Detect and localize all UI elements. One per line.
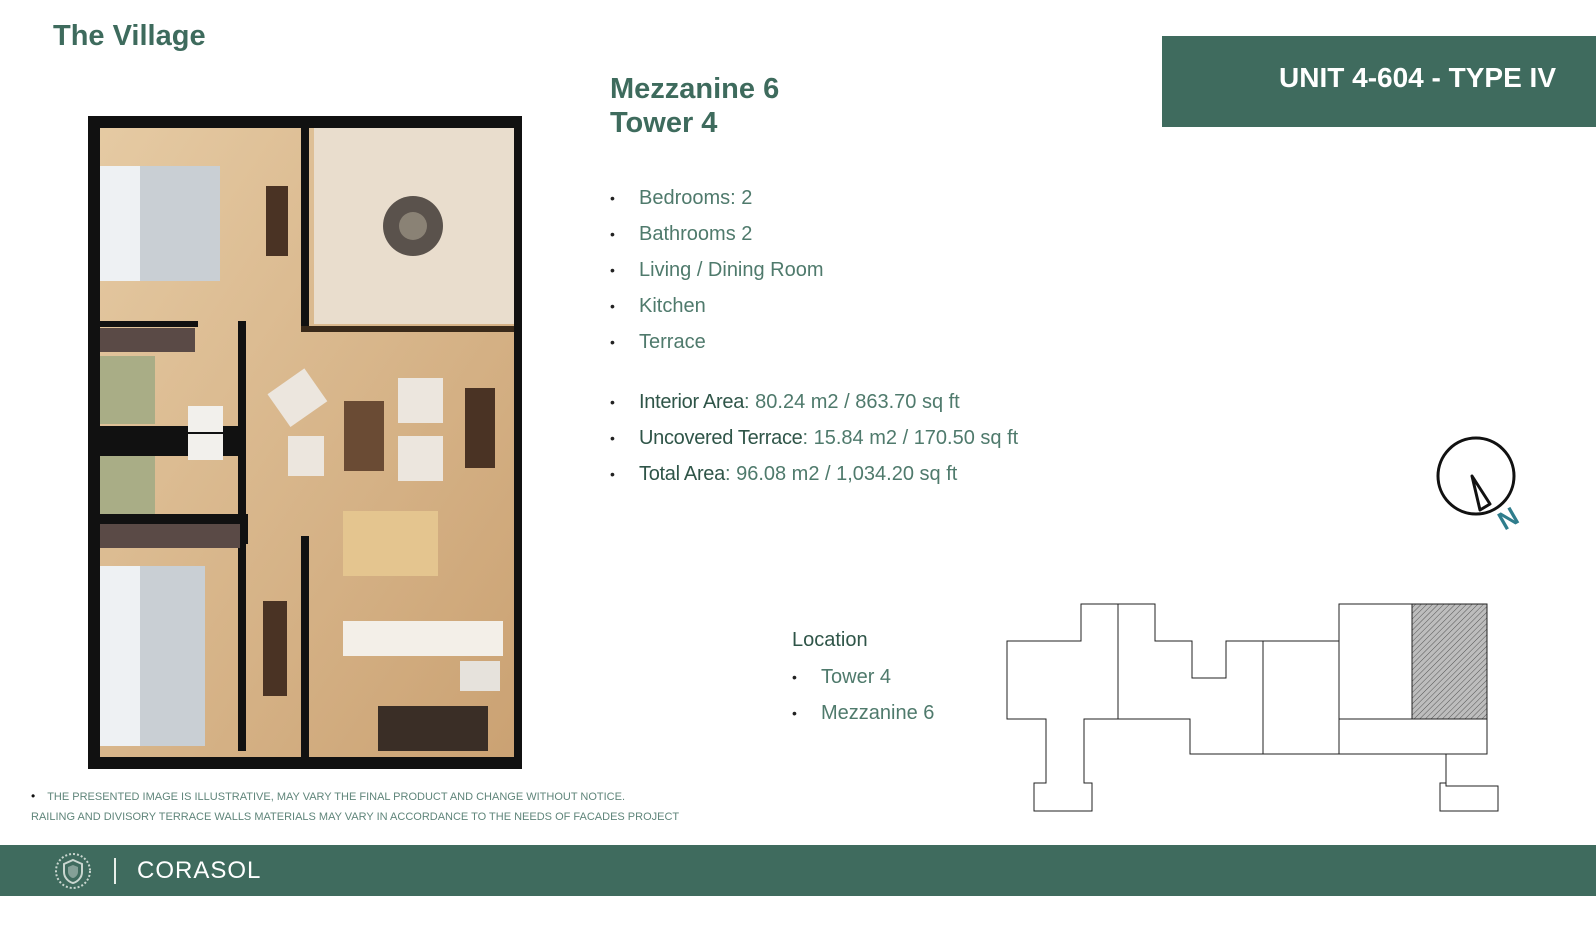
list-item: • Kitchen [610,288,824,324]
project-title: The Village [53,20,206,52]
floor-plan-image [88,116,522,769]
list-item: • Bedrooms: 2 [610,180,824,216]
feature-list [610,180,824,360]
footer-divider [114,858,116,884]
list-item: • Tower 4 [792,659,934,695]
area-label: Uncovered Terrace [639,427,803,449]
list-item: • Bathrooms 2 [610,216,824,252]
location-heading: Location [792,629,868,651]
area-label: Interior Area [639,391,745,413]
footer-brand: CORASOL [137,857,262,884]
compass-north-label: N [1492,500,1524,536]
location-list [792,659,934,731]
key-plan [1005,603,1505,818]
level-line-mezzanine: Mezzanine 6 [610,73,780,105]
compass-icon [1430,432,1526,541]
area-item-total [610,456,1018,492]
bullet-icon: • [31,789,36,803]
list-item: • Living / Dining Room [610,252,824,288]
key-plan-drawing [1005,603,1505,813]
area-item-terrace [610,420,1018,456]
disclaimer-line: RAILING AND DIVISORY TERRACE WALLS MATERIALS MAY VARY IN ACCORDANCE TO THE NEEDS OF FACADES PROJECT [31,811,680,823]
area-value: : 80.24 m2 / 863.70 sq ft [744,391,960,413]
unit-label: UNIT 4-604 - TYPE IV [1279,62,1556,93]
area-label: Total Area [639,463,725,485]
footer-bar [0,845,1596,896]
disclaimer-line [31,786,679,807]
area-value: : 15.84 m2 / 170.50 sq ft [802,427,1019,449]
area-value: : 96.08 m2 / 1,034.20 sq ft [724,463,958,485]
list-item: • Terrace [610,324,824,360]
unit-banner [1162,36,1596,127]
list-item: • Mezzanine 6 [792,695,934,731]
shield-logo-icon [54,852,92,895]
disclaimer-text: THE PRESENTED IMAGE IS ILLUSTRATIVE, MAY VARY THE FINAL PRODUCT AND CHANGE WITHOUT NOTICE. [47,791,626,803]
level-heading [610,72,779,140]
floor-plan-drawing [88,116,522,769]
area-list [610,384,1018,492]
disclaimer [31,786,679,827]
area-item-interior [610,384,1018,420]
level-line-tower: Tower 4 [610,107,718,139]
selected-unit-marker [1412,604,1487,719]
